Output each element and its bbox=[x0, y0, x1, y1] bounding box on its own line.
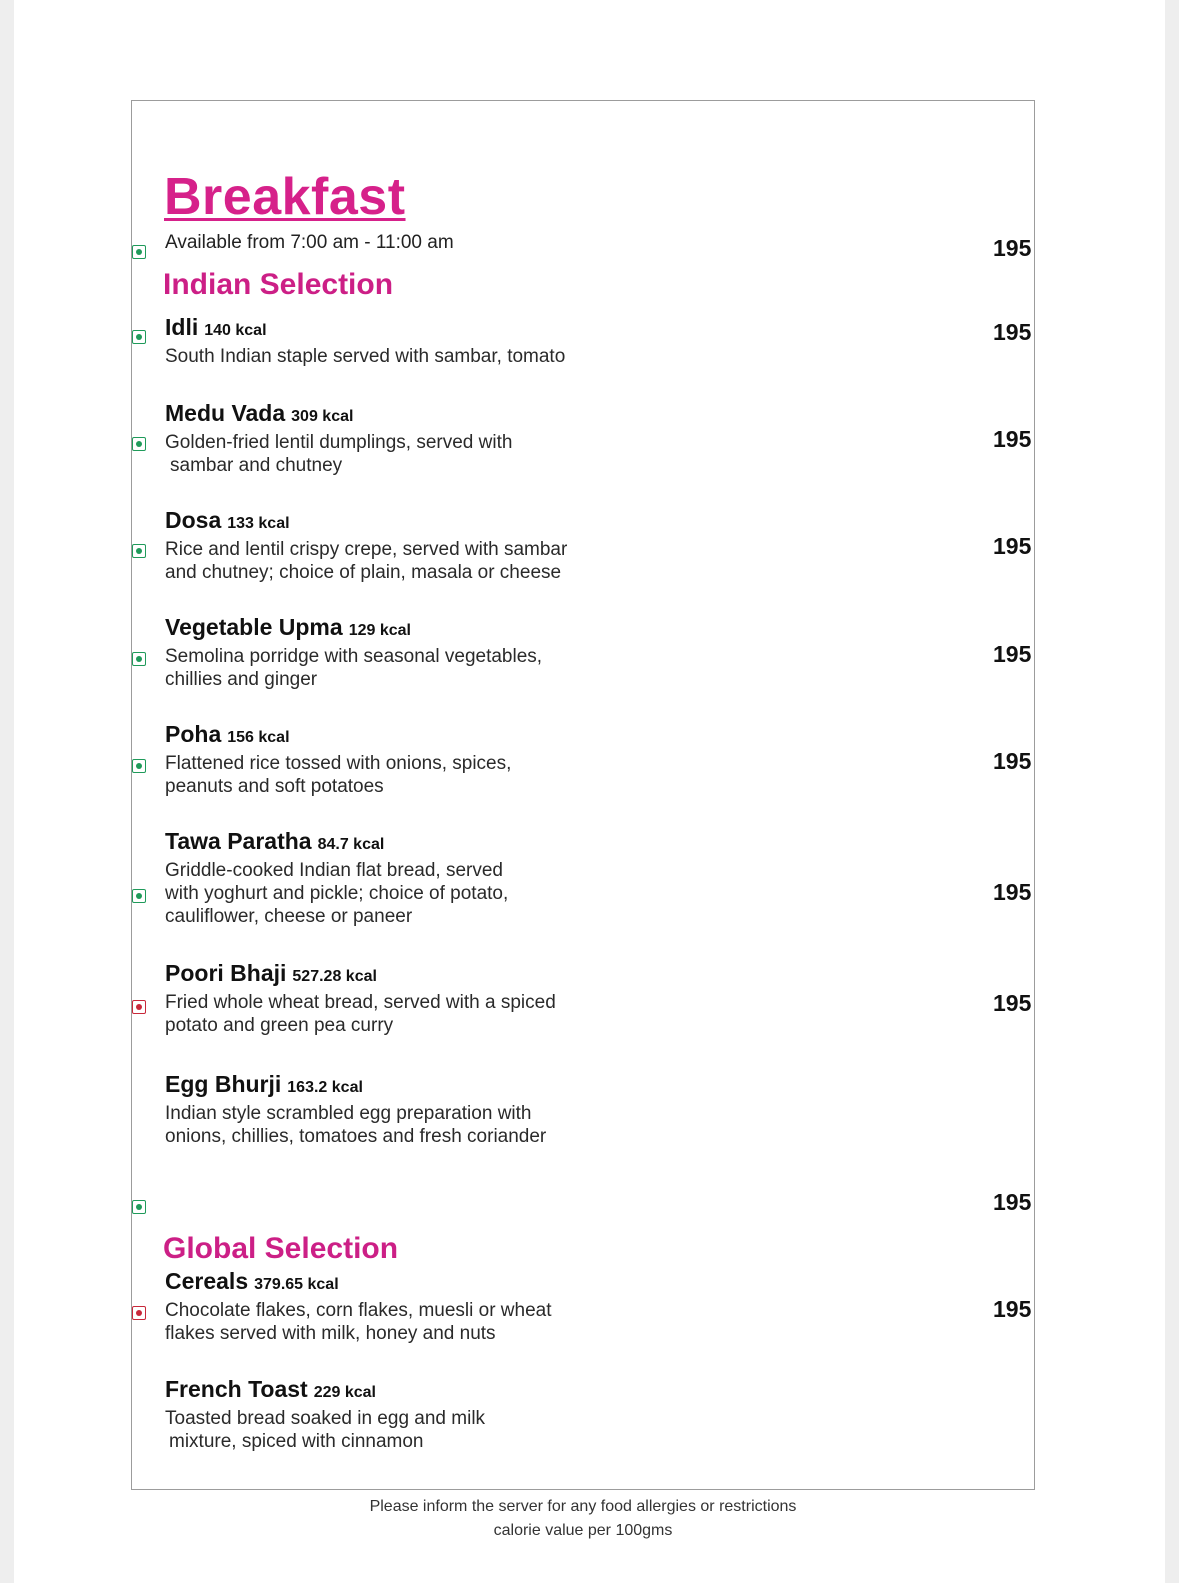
allergy-note: Please inform the server for any food allergies or restrictions bbox=[369, 1498, 797, 1515]
item-description-line: cauliflower, cheese or paneer bbox=[165, 906, 413, 927]
menu-item bbox=[165, 1268, 635, 1345]
item-description bbox=[165, 645, 635, 691]
veg-mark-icon bbox=[132, 245, 146, 259]
veg-mark-icon bbox=[132, 1200, 146, 1214]
menu-item bbox=[165, 1376, 635, 1453]
availability-note: Available from 7:00 am - 11:00 am bbox=[165, 232, 454, 253]
item-description-line: Flattened rice tossed with onions, spices, bbox=[165, 753, 512, 774]
item-description bbox=[165, 859, 635, 928]
veg-mark-icon bbox=[132, 330, 146, 344]
item-price: 195 bbox=[993, 533, 1032, 559]
item-name: Poori Bhaji bbox=[165, 960, 287, 986]
item-price: 195 bbox=[993, 426, 1032, 452]
item-description-line: with yoghurt and pickle; choice of potato, bbox=[165, 883, 509, 904]
item-kcal: 133 kcal bbox=[227, 515, 290, 532]
item-name: Poha bbox=[165, 721, 222, 747]
veg-mark-icon bbox=[132, 759, 146, 773]
nonveg-mark-icon bbox=[132, 1306, 146, 1320]
menu-item bbox=[165, 1071, 635, 1148]
item-name: Cereals bbox=[165, 1268, 249, 1294]
veg-mark-icon bbox=[132, 544, 146, 558]
item-price: 195 bbox=[993, 879, 1032, 905]
item-description bbox=[165, 345, 635, 368]
item-description-line: chillies and ginger bbox=[165, 669, 318, 690]
item-description-line: Golden-fried lentil dumplings, served with bbox=[165, 432, 513, 453]
item-price: 195 bbox=[993, 1296, 1032, 1322]
menu-item bbox=[165, 507, 635, 584]
menu-item bbox=[165, 828, 635, 928]
item-description-line: sambar and chutney bbox=[170, 455, 343, 476]
nonveg-mark-icon bbox=[132, 1000, 146, 1014]
item-price: 195 bbox=[993, 1189, 1032, 1215]
section-heading-global: Global Selection bbox=[163, 1232, 399, 1265]
item-description-line: South Indian staple served with sambar, tomato bbox=[165, 346, 566, 367]
menu-item bbox=[165, 314, 635, 368]
item-description bbox=[165, 538, 635, 584]
item-name: French Toast bbox=[165, 1376, 308, 1402]
item-price: 195 bbox=[993, 235, 1032, 261]
item-name: Medu Vada bbox=[165, 400, 286, 426]
veg-mark-icon bbox=[132, 889, 146, 903]
item-name: Idli bbox=[165, 314, 199, 340]
item-description-line: Indian style scrambled egg preparation with bbox=[165, 1103, 532, 1124]
item-name: Egg Bhurji bbox=[165, 1071, 282, 1097]
menu-item bbox=[165, 614, 635, 691]
item-description-line: Chocolate flakes, corn flakes, muesli or wheat bbox=[165, 1300, 552, 1321]
item-kcal: 129 kcal bbox=[348, 622, 411, 639]
item-description bbox=[165, 1407, 635, 1453]
menu-item bbox=[165, 400, 635, 477]
item-kcal: 229 kcal bbox=[313, 1384, 376, 1401]
item-description-line: Fried whole wheat bread, served with a spiced bbox=[165, 992, 556, 1013]
item-kcal: 163.2 kcal bbox=[287, 1079, 363, 1096]
item-description-line: Griddle-cooked Indian flat bread, served bbox=[165, 860, 503, 881]
item-description-line: onions, chillies, tomatoes and fresh coriander bbox=[165, 1126, 547, 1147]
item-description-line: potato and green pea curry bbox=[165, 1015, 394, 1036]
item-kcal: 84.7 kcal bbox=[317, 836, 385, 853]
veg-mark-icon bbox=[132, 652, 146, 666]
item-price: 195 bbox=[993, 748, 1032, 774]
item-description-line: Toasted bread soaked in egg and milk bbox=[165, 1408, 486, 1429]
veg-mark-icon bbox=[132, 437, 146, 451]
section-heading-indian: Indian Selection bbox=[163, 268, 394, 301]
item-description bbox=[165, 1299, 635, 1345]
item-kcal: 309 kcal bbox=[291, 408, 354, 425]
item-kcal: 156 kcal bbox=[227, 729, 290, 746]
item-name: Vegetable Upma bbox=[165, 614, 343, 640]
item-description-line: and chutney; choice of plain, masala or cheese bbox=[165, 562, 562, 583]
item-name: Dosa bbox=[165, 507, 222, 533]
item-price: 195 bbox=[993, 990, 1032, 1016]
item-description bbox=[165, 752, 635, 798]
calorie-note: calorie value per 100gms bbox=[493, 1522, 673, 1539]
item-kcal: 527.28 kcal bbox=[292, 968, 377, 985]
item-price: 195 bbox=[993, 641, 1032, 667]
item-price: 195 bbox=[993, 319, 1032, 345]
item-kcal: 140 kcal bbox=[204, 322, 267, 339]
item-description bbox=[165, 991, 635, 1037]
item-description-line: Semolina porridge with seasonal vegetables, bbox=[165, 646, 543, 667]
item-description-line: Rice and lentil crispy crepe, served with sambar bbox=[165, 539, 568, 560]
item-description-line: peanuts and soft potatoes bbox=[165, 776, 384, 797]
item-name: Tawa Paratha bbox=[165, 828, 312, 854]
item-description-line: flakes served with milk, honey and nuts bbox=[165, 1323, 496, 1344]
menu-item bbox=[165, 721, 635, 798]
item-description-line: mixture, spiced with cinnamon bbox=[169, 1431, 424, 1452]
item-description bbox=[165, 1102, 635, 1148]
menu-item bbox=[165, 960, 635, 1037]
menu-title: Breakfast bbox=[164, 168, 406, 226]
item-description bbox=[165, 431, 635, 477]
item-kcal: 379.65 kcal bbox=[254, 1276, 339, 1293]
